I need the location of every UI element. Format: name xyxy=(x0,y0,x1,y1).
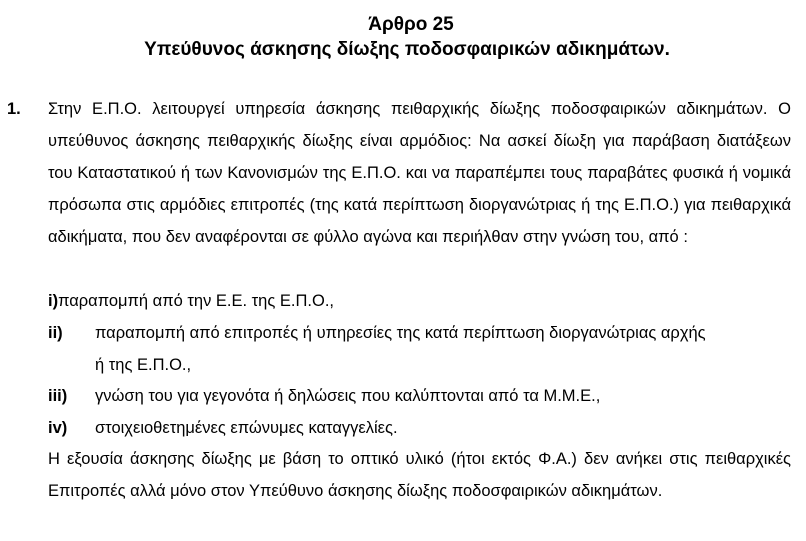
list-item xyxy=(48,380,600,412)
list-marker: iii) xyxy=(48,387,68,405)
list-item xyxy=(48,317,706,381)
list-marker: ii) xyxy=(48,324,63,342)
article-number: Άρθρο 25 xyxy=(368,14,454,35)
article-title: Υπεύθυνος άσκησης δίωξης ποδοσφαιρικών αδικημάτων. xyxy=(144,39,670,60)
list-item-text: στοιχειοθετημένες επώνυμες καταγγελίες. xyxy=(95,419,398,437)
paragraph-number: 1. xyxy=(7,100,21,118)
closing-paragraph: Η εξουσία άσκησης δίωξης με βάση το οπτικό υλικό (ήτοι εκτός Φ.Α.) δεν ανήκει στις πειθαρχικές Επιτροπές αλλά μόνο στον Υπεύθυνο άσκησης δίωξης ποδοσφαιρικών αδικημάτων. xyxy=(48,450,791,500)
list-item xyxy=(48,412,398,444)
list-marker: iv) xyxy=(48,419,68,437)
list-item-text: γνώση του για γεγονότα ή δηλώσεις που καλύπτονται από τα Μ.Μ.Ε., xyxy=(95,387,601,405)
list-item-text: παραπομπή από την Ε.Ε. της Ε.Π.Ο., xyxy=(58,292,334,310)
list-item-text: παραπομπή από επιτροπές ή υπηρεσίες της κατά περίπτωση διοργανώτριας αρχής xyxy=(95,324,706,342)
list-item xyxy=(48,285,334,317)
paragraph-text: Στην Ε.Π.Ο. λειτουργεί υπηρεσία άσκησης πειθαρχικής δίωξης ποδοσφαιρικών αδικημάτων. Ο υπεύθυνος άσκησης πειθαρχικής δίωξης είναι αρμόδιος: Να ασκεί δίωξη για παράβαση διατάξεων του Καταστατικού ή των Κανονισμών της Ε.Π.Ο. και να παραπέμπει τους παραβάτες φυσικά ή νομικά πρόσωπα στις αρμόδιες επιτροπές (της κατά περίπτωση διοργανώτριας ή της Ε.Π.Ο.) για πειθαρχικά αδικήματα, που δεν αναφέρονται σε φύλλο αγώνα και περιήλθαν στην γνώση του, από : xyxy=(48,100,791,246)
list-item-continuation: ή της Ε.Π.Ο., xyxy=(95,356,192,374)
list-marker: i) xyxy=(48,292,59,310)
